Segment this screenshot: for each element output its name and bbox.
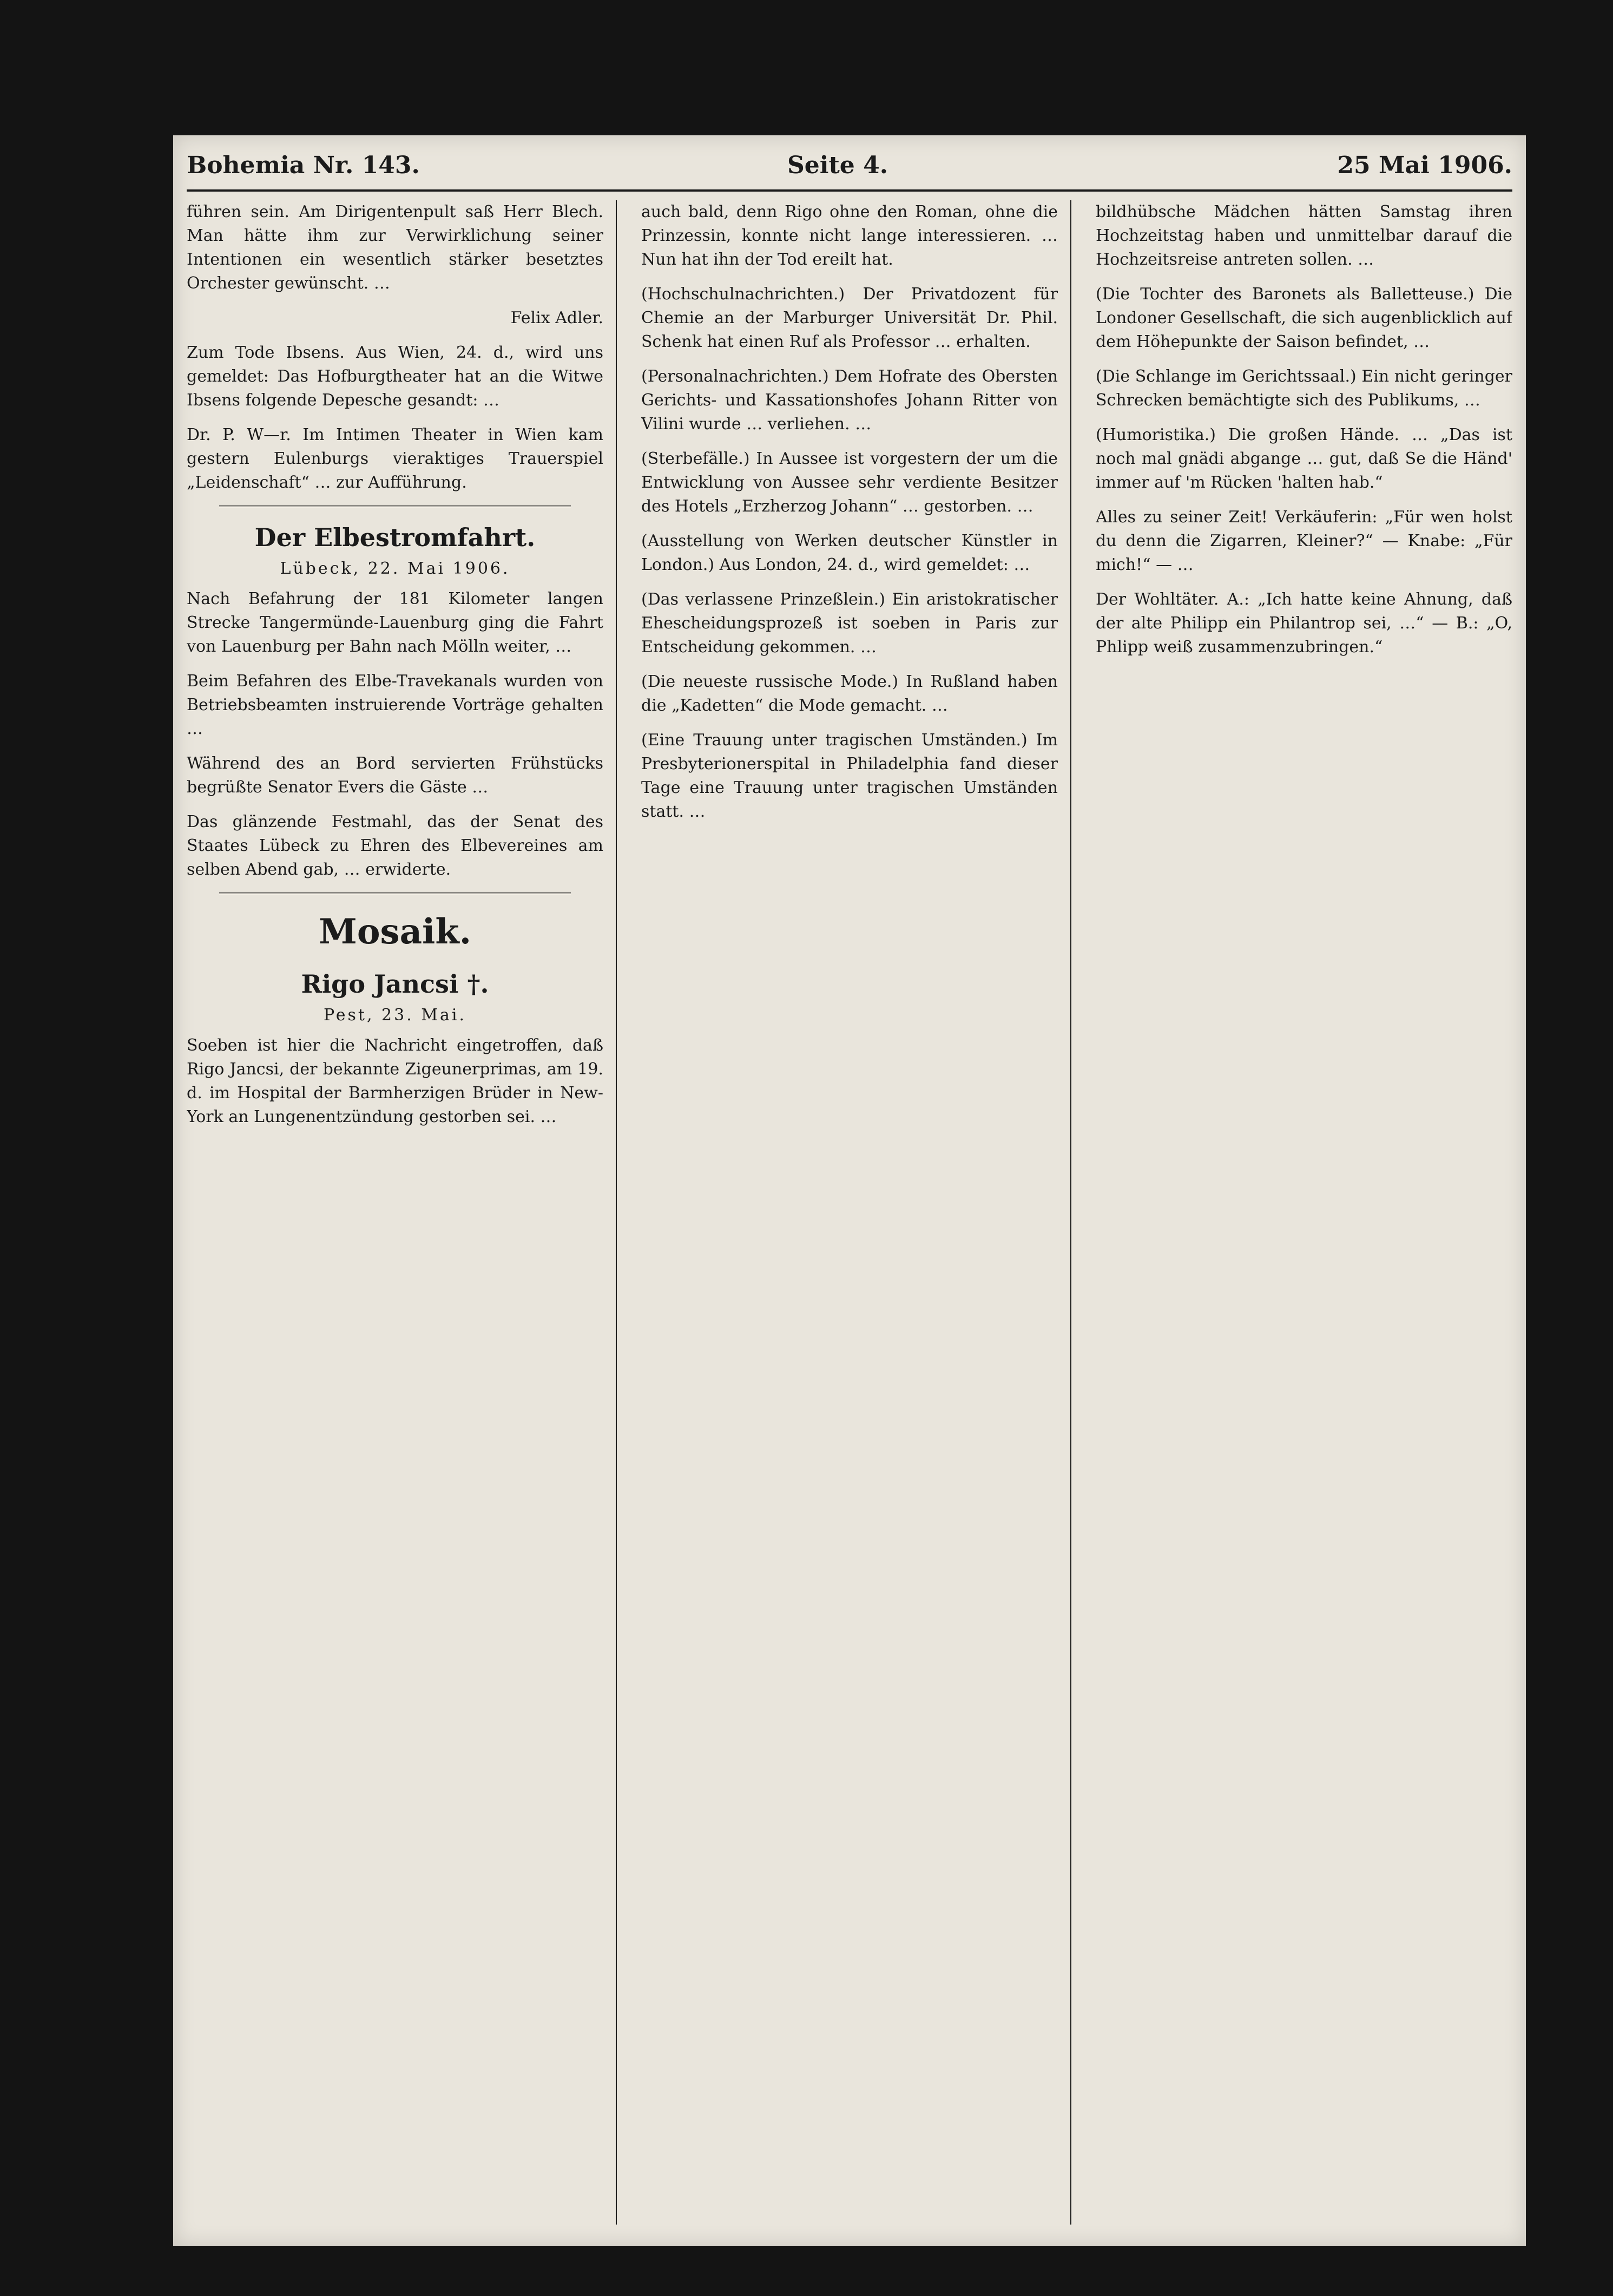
column-divider	[1070, 200, 1071, 2225]
column-1	[187, 200, 603, 2225]
article-text: (Humoristika.) Die großen Hände. … „Das ist noch mal gnädi abgange … gut, daß Se die Händ' immer auf 'm Rücken 'halten hab.“	[1096, 425, 1512, 492]
article-text: Beim Befahren des Elbe-Travekanals wurden von Betriebsbeamten instruierende Vorträge gehalten …	[187, 672, 603, 738]
article-text: Zum Tode Ibsens. Aus Wien, 24. d., wird uns gemeldet: Das Hofburgtheater hat an die Witwe Ibsens folgende Depesche gesandt: …	[187, 343, 603, 410]
article-text: (Hochschulnachrichten.) Der Privatdozent für Chemie an der Marburger Universität Dr. Phil. Schenk hat einen Ruf als Professor … erhalten.	[641, 285, 1058, 351]
dateline: Lübeck, 22. Mai 1906.	[280, 559, 510, 578]
section-heading: Mosaik.	[319, 911, 471, 952]
article-text: (Die Schlange im Gerichtssaal.) Ein nicht geringer Schrecken bemächtigte sich des Publikums, …	[1096, 367, 1512, 410]
issue-date: 25 Mai 1906.	[1337, 152, 1512, 179]
masthead-issue: Bohemia Nr. 143.	[187, 152, 420, 179]
column-2	[641, 200, 1058, 2225]
article-text: Während des an Bord servierten Frühstücks begrüßte Senator Evers die Gäste …	[187, 754, 603, 797]
section-rule	[219, 506, 571, 507]
dateline: Pest, 23. Mai.	[323, 1006, 467, 1025]
article-text: (Eine Trauung unter tragischen Umständen.) Im Presbyterionerspital in Philadelphia fand dieser Tage eine Trauung unter tragischen Umständen statt. …	[641, 731, 1058, 821]
newspaper-page	[173, 135, 1526, 2246]
article-text: Alles zu seiner Zeit! Verkäuferin: „Für wen holst du denn die Zigarren, Kleiner?“ — Knabe: „Für mich!“ — …	[1096, 508, 1512, 574]
page-header	[187, 152, 1512, 184]
header-rule	[187, 189, 1512, 192]
article-text: Das glänzende Festmahl, das der Senat des Staates Lübeck zu Ehren des Elbevereines am selben Abend gab, … erwiderte.	[187, 812, 603, 879]
article-text: Nach Befahrung der 181 Kilometer langen Strecke Tangermünde-Lauenburg ging die Fahrt von Lauenburg per Bahn nach Mölln weiter, …	[187, 589, 603, 656]
article-text: (Die Tochter des Baronets als Balletteuse.) Die Londoner Gesellschaft, die sich augenblicklich auf dem Höhepunkte der Saison befindet, …	[1096, 285, 1512, 351]
article-text: bildhübsche Mädchen hätten Samstag ihren Hochzeitstag haben und unmittelbar darauf die Hochzeitsreise antreten sollen. …	[1096, 202, 1512, 269]
article-text: Soeben ist hier die Nachricht eingetroffen, daß Rigo Jancsi, der bekannte Zigeunerprimas, am 19. d. im Hospital der Barmherzigen Brüder in New-York an Lungenentzündung gestorben sei. …	[187, 1036, 603, 1126]
article-heading: Rigo Jancsi †.	[301, 969, 489, 999]
section-heading: Der Elbestromfahrt.	[254, 523, 536, 552]
column-divider	[616, 200, 617, 2225]
article-text: (Personalnachrichten.) Dem Hofrate des Obersten Gerichts- und Kassationshofes Johann Ritter von Vilini wurde … verliehen. …	[641, 367, 1058, 434]
article-text: führen sein. Am Dirigentenpult saß Herr Blech. Man hätte ihm zur Verwirklichung seiner Intentionen ein wesentlich stärker besetztes Orchester gewünscht. …	[187, 202, 603, 293]
article-signature: Felix Adler.	[510, 309, 603, 327]
article-text: auch bald, denn Rigo ohne den Roman, ohne die Prinzessin, konnte nicht lange interessieren. … Nun hat ihn der Tod ereilt hat.	[641, 202, 1058, 269]
article-text: (Ausstellung von Werken deutscher Künstler in London.) Aus London, 24. d., wird gemeldet: …	[641, 532, 1058, 574]
page-number: Seite 4.	[787, 152, 888, 179]
article-text: (Das verlassene Prinzeßlein.) Ein aristokratischer Ehescheidungsprozeß ist soeben in Paris zur Entscheidung gekommen. …	[641, 590, 1058, 657]
article-text: (Die neueste russische Mode.) In Rußland haben die „Kadetten“ die Mode gemacht. …	[641, 672, 1058, 715]
article-text: Der Wohltäter. A.: „Ich hatte keine Ahnung, daß der alte Philipp ein Philantrop sei, …“ — B.: „O, Phlipp weiß zusammenzubringen.“	[1096, 590, 1512, 657]
article-text: Dr. P. W—r. Im Intimen Theater in Wien kam gestern Eulenburgs vieraktiges Trauerspiel „Leidenschaft“ … zur Aufführung.	[187, 425, 603, 492]
column-3	[1096, 200, 1512, 2225]
section-rule	[219, 893, 571, 894]
article-text: (Sterbefälle.) In Aussee ist vorgestern der um die Entwicklung von Aussee sehr verdiente Besitzer des Hotels „Erzherzog Johann“ … gestorben. …	[641, 449, 1058, 516]
